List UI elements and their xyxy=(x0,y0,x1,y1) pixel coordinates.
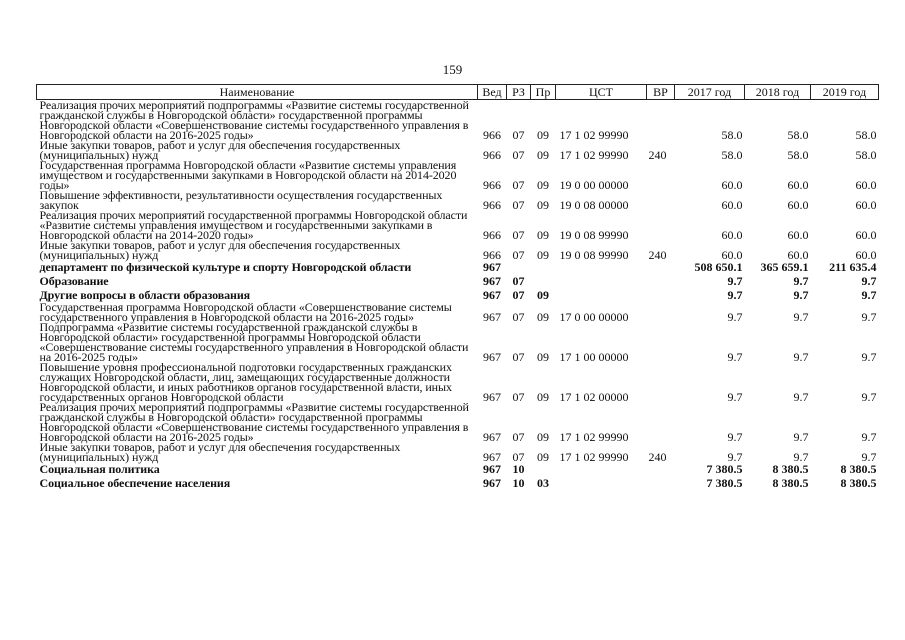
row-name: Повышение уровня профессиональной подготовки государственных гражданских служащих Новгородской области, лиц, замещающих государственные должности Новгородской области, и иных работников органов государственной власти, иных государственных органов Новгородской области xyxy=(39,360,452,404)
row-2019: 9.7 xyxy=(861,390,877,404)
row-2017: 7 380.5 xyxy=(706,476,743,490)
row-pr: 09 xyxy=(537,178,549,192)
row-ved: 967 xyxy=(483,390,501,404)
row-name: Образование xyxy=(39,274,109,288)
row-ved: 966 xyxy=(483,128,501,142)
header-cst: ЦСТ xyxy=(556,85,647,100)
table-row xyxy=(37,302,879,322)
table-row xyxy=(37,100,879,141)
row-pr: 09 xyxy=(537,128,549,142)
row-cst: 17 1 02 99990 xyxy=(559,128,629,142)
row-pr: 09 xyxy=(537,430,549,444)
row-2017: 9.7 xyxy=(727,274,743,288)
row-ved: 967 xyxy=(483,476,501,490)
table-row xyxy=(37,322,879,362)
row-vr xyxy=(647,100,675,141)
row-rz: 07 xyxy=(512,274,525,288)
row-2019: 9.7 xyxy=(861,288,877,302)
row-name: Повышение эффективности, результативности осуществления государственных закупок xyxy=(39,188,443,212)
row-ved: 967 xyxy=(483,260,501,274)
row-2019: 9.7 xyxy=(861,450,877,464)
row-name: Реализация прочих мероприятий государственной программы Новгородской области «Развитие системы управления имуществом и государственными закупками в Новгородской области на 2014-2020 годы» xyxy=(39,208,468,242)
row-2018: 8 380.5 xyxy=(772,462,809,476)
row-2018: 60.0 xyxy=(787,228,809,242)
row-rz xyxy=(507,260,531,274)
row-vr xyxy=(647,190,675,210)
row-name: Реализация прочих мероприятий подпрограммы «Развитие системы государственной гражданской службы в Новгородской области» государственной программы Новгородской области «Совершенствование системы государственного управления в Новгородской области на 2016-2025 годы» xyxy=(39,400,469,444)
row-cst: 17 1 00 00000 xyxy=(559,350,629,364)
row-cst: 19 0 08 00000 xyxy=(559,198,629,212)
table-row xyxy=(37,362,879,402)
row-2017: 9.7 xyxy=(727,430,743,444)
row-rz: 07 xyxy=(512,248,525,262)
row-rz: 07 xyxy=(512,178,525,192)
row-name: Иные закупки товаров, работ и услуг для обеспечения государственных (муниципальных) нужд xyxy=(39,238,401,262)
row-2018: 9.7 xyxy=(793,274,809,288)
row-cst xyxy=(556,274,647,288)
row-cst: 17 1 02 99990 xyxy=(559,148,629,162)
row-rz: 07 xyxy=(512,288,525,302)
header-2017: 2017 год xyxy=(675,85,745,100)
row-2019: 9.7 xyxy=(861,350,877,364)
row-2019: 9.7 xyxy=(861,310,877,324)
row-2018: 58.0 xyxy=(787,128,809,142)
row-2018: 9.7 xyxy=(793,288,809,302)
row-rz: 07 xyxy=(512,450,525,464)
row-rz: 07 xyxy=(512,148,525,162)
row-ved: 967 xyxy=(483,450,501,464)
row-cst: 17 1 02 99990 xyxy=(559,430,629,444)
row-rz: 07 xyxy=(512,350,525,364)
row-rz: 07 xyxy=(512,430,525,444)
row-2017: 60.0 xyxy=(721,248,743,262)
row-2019: 60.0 xyxy=(855,198,877,212)
header-2019: 2019 год xyxy=(811,85,879,100)
row-2017: 58.0 xyxy=(721,148,743,162)
row-pr: 09 xyxy=(537,390,549,404)
row-name: Государственная программа Новгородской области «Совершенствование системы государственного управления в Новгородской области на 2016-2025 годы» xyxy=(39,300,452,324)
row-2017: 9.7 xyxy=(727,450,743,464)
row-vr xyxy=(647,402,675,442)
row-vr: 240 xyxy=(648,450,667,464)
row-rz: 07 xyxy=(512,198,525,212)
row-2018: 9.7 xyxy=(793,430,809,444)
row-name: Реализация прочих мероприятий подпрограммы «Развитие системы государственной гражданской службы в Новгородской области» государственной программы Новгородской области «Совершенствование системы государственного управления в Новгородской области на 2016-2025 годы» xyxy=(39,98,469,142)
row-2017: 508 650.1 xyxy=(694,260,743,274)
row-vr xyxy=(647,462,675,476)
row-2019: 58.0 xyxy=(855,148,877,162)
row-ved: 967 xyxy=(483,288,501,302)
row-pr: 09 xyxy=(537,310,549,324)
row-vr xyxy=(647,476,675,490)
table-row xyxy=(37,210,879,240)
row-cst xyxy=(556,288,647,302)
row-2017: 9.7 xyxy=(727,390,743,404)
row-ved: 966 xyxy=(483,198,501,212)
row-name: Иные закупки товаров, работ и услуг для обеспечения государственных (муниципальных) нужд xyxy=(39,440,401,464)
row-name: Государственная программа Новгородской области «Развитие системы управления имуществом и государственными закупками в Новгородской области на 2014-2020 годы» xyxy=(39,158,457,192)
header-name: Наименование xyxy=(37,85,478,100)
table-body xyxy=(37,100,879,491)
row-name: Подпрограмма «Развитие системы государственной гражданской службы в Новгородской области» государственной программы Новгородской области «Совершенствование системы государственного управления в Новгородской области на 2016-2025 годы» xyxy=(39,320,469,364)
row-pr: 09 xyxy=(537,350,549,364)
row-cst xyxy=(556,462,647,476)
row-2019: 60.0 xyxy=(855,178,877,192)
row-pr: 03 xyxy=(537,476,549,490)
row-pr: 09 xyxy=(537,228,549,242)
table-row xyxy=(37,140,879,160)
row-cst: 17 1 02 00000 xyxy=(559,390,629,404)
row-vr xyxy=(647,302,675,322)
page-number: 159 xyxy=(442,62,463,77)
row-cst: 19 0 00 00000 xyxy=(559,178,629,192)
table-row xyxy=(37,274,879,288)
header-rz: РЗ xyxy=(507,85,531,100)
row-name: департамент по физической культуре и спорту Новгородской области xyxy=(39,260,412,274)
row-2017: 58.0 xyxy=(721,128,743,142)
row-rz: 07 xyxy=(512,128,525,142)
row-vr xyxy=(647,274,675,288)
row-vr xyxy=(647,322,675,362)
row-vr xyxy=(647,160,675,190)
row-rz: 10 xyxy=(512,462,525,476)
row-2017: 60.0 xyxy=(721,178,743,192)
header-pr: Пр xyxy=(531,85,556,100)
header-vr: ВР xyxy=(647,85,675,100)
row-vr xyxy=(647,210,675,240)
row-ved: 967 xyxy=(483,430,501,444)
row-rz: 07 xyxy=(512,390,525,404)
row-vr xyxy=(647,288,675,302)
table-row xyxy=(37,240,879,260)
row-cst xyxy=(556,260,647,274)
row-ved: 967 xyxy=(483,462,501,476)
row-ved: 966 xyxy=(483,228,501,242)
row-2017: 60.0 xyxy=(721,228,743,242)
row-name: Другие вопросы в области образования xyxy=(39,288,251,302)
row-2017: 7 380.5 xyxy=(706,462,743,476)
row-cst: 17 1 02 99990 xyxy=(559,450,629,464)
row-2019: 58.0 xyxy=(855,128,877,142)
row-2017: 9.7 xyxy=(727,288,743,302)
row-2018: 9.7 xyxy=(793,390,809,404)
row-2018: 9.7 xyxy=(793,450,809,464)
row-rz: 07 xyxy=(512,228,525,242)
row-2018: 58.0 xyxy=(787,148,809,162)
row-name: Социальное обеспечение населения xyxy=(39,476,231,490)
budget-table xyxy=(36,84,879,490)
row-2019: 8 380.5 xyxy=(840,476,877,490)
header-ved: Вед xyxy=(478,85,507,100)
row-cst: 17 0 00 00000 xyxy=(559,310,629,324)
row-2018: 365 659.1 xyxy=(760,260,809,274)
row-2018: 60.0 xyxy=(787,178,809,192)
row-ved: 967 xyxy=(483,274,501,288)
row-2019: 60.0 xyxy=(855,228,877,242)
row-2019: 9.7 xyxy=(861,274,877,288)
row-pr xyxy=(531,274,556,288)
row-2017: 60.0 xyxy=(721,198,743,212)
table-row xyxy=(37,160,879,190)
table-row xyxy=(37,476,879,490)
row-vr xyxy=(647,260,675,274)
row-2018: 60.0 xyxy=(787,248,809,262)
table-row xyxy=(37,190,879,210)
row-pr xyxy=(531,260,556,274)
row-name: Иные закупки товаров, работ и услуг для обеспечения государственных (муниципальных) нужд xyxy=(39,138,401,162)
row-name: Социальная политика xyxy=(39,462,160,476)
row-ved: 966 xyxy=(483,248,501,262)
row-pr: 09 xyxy=(537,450,549,464)
row-2019: 8 380.5 xyxy=(840,462,877,476)
row-2018: 9.7 xyxy=(793,310,809,324)
table-row xyxy=(37,462,879,476)
row-ved: 966 xyxy=(483,178,501,192)
row-2018: 9.7 xyxy=(793,350,809,364)
row-pr xyxy=(531,462,556,476)
row-2018: 60.0 xyxy=(787,198,809,212)
row-vr: 240 xyxy=(648,148,667,162)
row-2019: 9.7 xyxy=(861,430,877,444)
row-rz: 10 xyxy=(512,476,525,490)
row-ved: 967 xyxy=(483,310,501,324)
row-pr: 09 xyxy=(537,198,549,212)
row-2017: 9.7 xyxy=(727,310,743,324)
row-cst: 19 0 08 99990 xyxy=(559,248,629,262)
table-row xyxy=(37,402,879,442)
row-rz: 07 xyxy=(512,310,525,324)
row-vr xyxy=(647,362,675,402)
row-ved: 967 xyxy=(483,350,501,364)
row-pr: 09 xyxy=(537,248,549,262)
row-2019: 211 635.4 xyxy=(829,260,877,274)
row-ved: 966 xyxy=(483,148,501,162)
row-pr: 09 xyxy=(537,148,549,162)
row-vr: 240 xyxy=(648,248,667,262)
header-2018: 2018 год xyxy=(745,85,811,100)
table-row xyxy=(37,442,879,462)
row-cst xyxy=(556,476,647,490)
row-2017: 9.7 xyxy=(727,350,743,364)
row-cst: 19 0 08 99990 xyxy=(559,228,629,242)
row-2019: 60.0 xyxy=(855,248,877,262)
row-pr: 09 xyxy=(537,288,549,302)
table-row xyxy=(37,260,879,274)
row-2018: 8 380.5 xyxy=(772,476,809,490)
